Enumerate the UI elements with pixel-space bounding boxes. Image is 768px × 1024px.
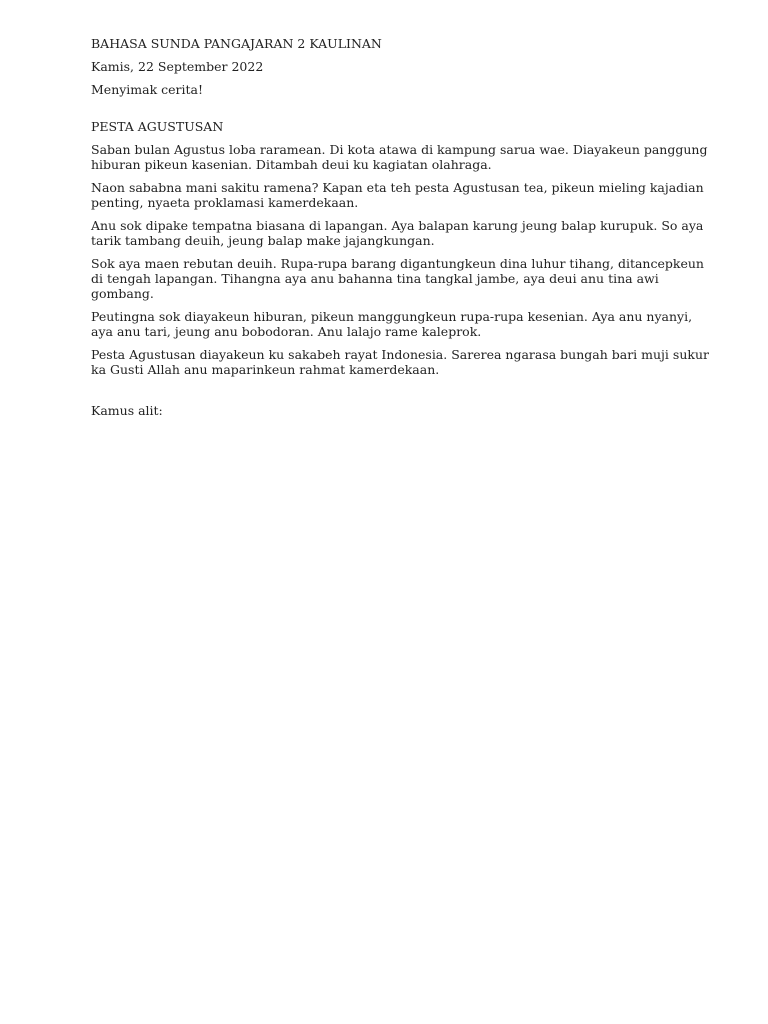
document-content (91, 36, 709, 418)
paragraph-line: tarik tambang deuih, jeung balap make jajangkungan. (91, 233, 435, 248)
paragraph-line: Anu sok dipake tempatna biasana di lapangan. Aya balapan karung jeung balap kurupuk. So aya (91, 218, 704, 233)
story-paragraph-6 (91, 347, 709, 377)
document-date: Kamis, 22 September 2022 (91, 59, 264, 74)
story-paragraph-2 (91, 180, 704, 210)
paragraph-line: ka Gusti Allah anu maparinkeun rahmat kamerdekaan. (91, 362, 440, 377)
glossary-label: Kamus alit: (91, 403, 163, 418)
story-paragraph-4 (91, 256, 704, 301)
paragraph-line: penting, nyaeta proklamasi kamerdekaan. (91, 195, 359, 210)
paragraph-line: gombang. (91, 286, 154, 301)
story-title: PESTA AGUSTUSAN (91, 119, 224, 134)
story-paragraph-1 (91, 142, 708, 172)
paragraph-line: Sok aya maen rebutan deuih. Rupa-rupa barang digantungkeun dina luhur tihang, ditancepkeun (91, 256, 704, 271)
paragraph-line: Pesta Agustusan diayakeun ku sakabeh rayat Indonesia. Sarerea ngarasa bungah bari muji sukur (91, 347, 709, 362)
paragraph-line: aya anu tari, jeung anu bobodoran. Anu lalajo rame kaleprok. (91, 324, 482, 339)
paragraph-line: Naon sababna mani sakitu ramena? Kapan eta teh pesta Agustusan tea, pikeun mieling kajadian (91, 180, 704, 195)
document-title: BAHASA SUNDA PANGAJARAN 2 KAULINAN (91, 36, 382, 51)
paragraph-line: Saban bulan Agustus loba raramean. Di kota atawa di kampung sarua wae. Diayakeun panggung (91, 142, 708, 157)
paragraph-line: Peutingna sok diayakeun hiburan, pikeun manggungkeun rupa-rupa kesenian. Aya anu nyanyi, (91, 309, 693, 324)
story-paragraph-5 (91, 309, 693, 339)
document-instruction: Menyimak cerita! (91, 82, 204, 97)
paragraph-line: di tengah lapangan. Tihangna aya anu bahanna tina tangkal jambe, aya deui anu tina awi (91, 271, 659, 286)
paragraph-line: hiburan pikeun kasenian. Ditambah deui ku kagiatan olahraga. (91, 157, 492, 172)
story-paragraph-3 (91, 218, 704, 248)
